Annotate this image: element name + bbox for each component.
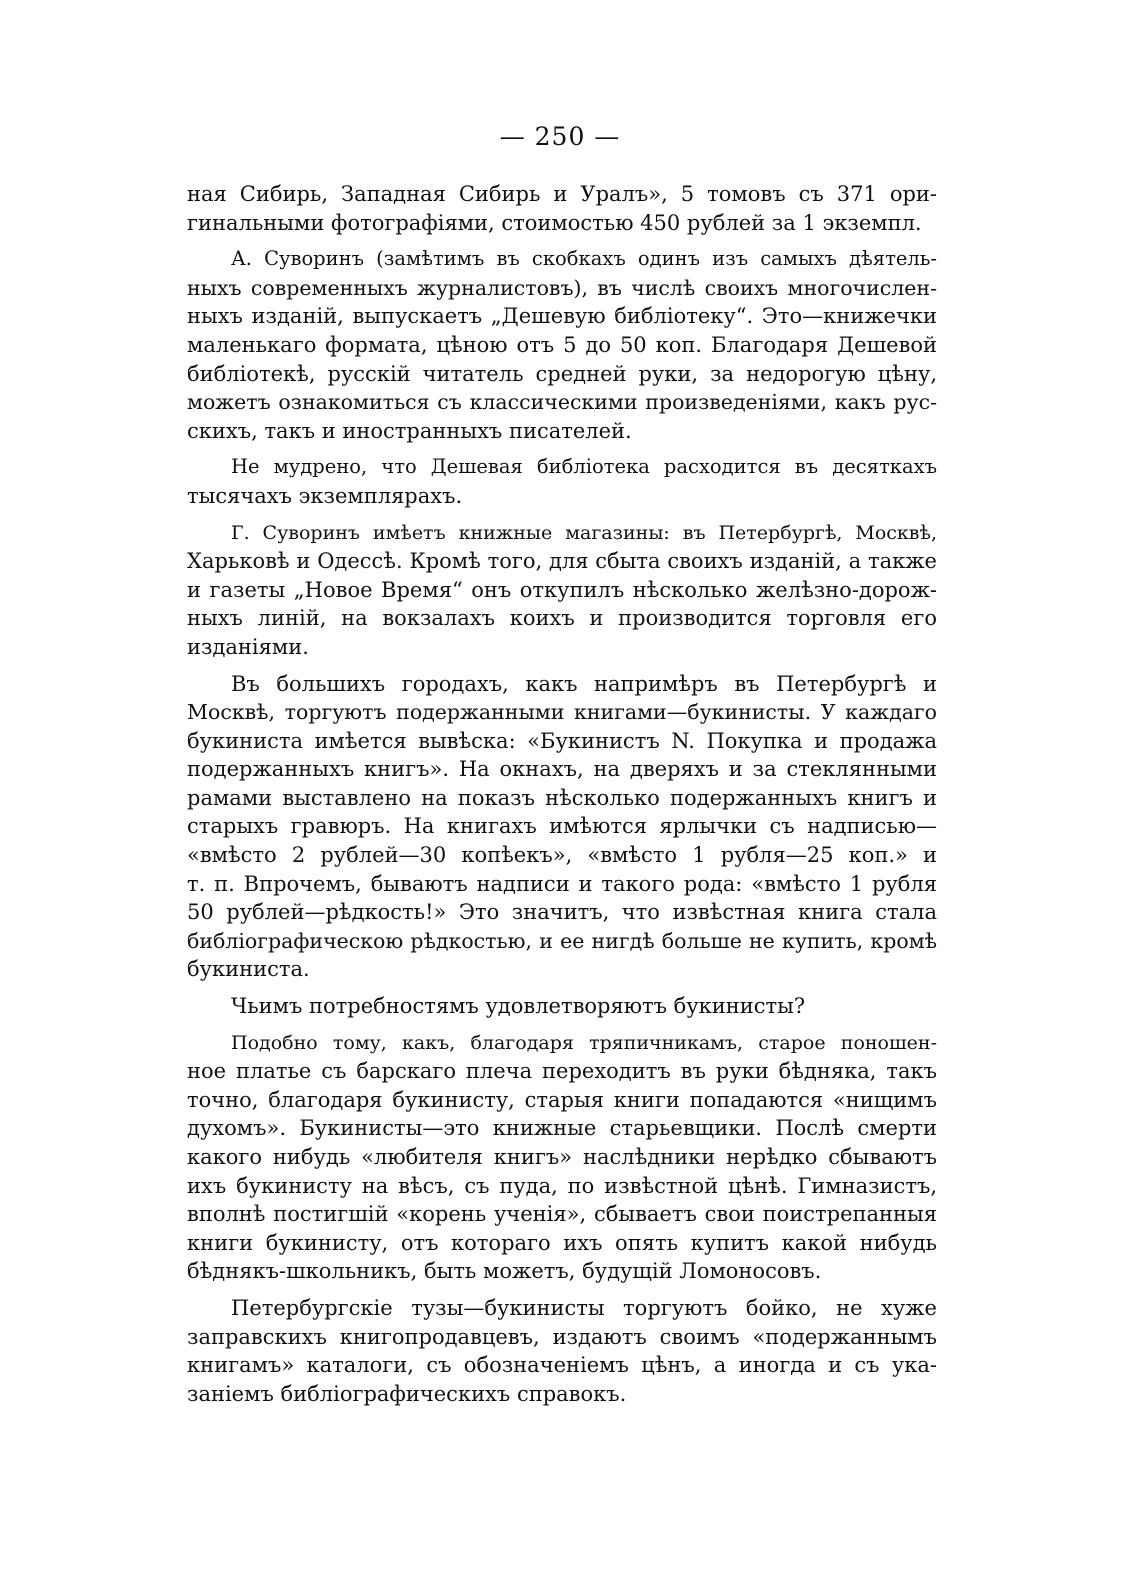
text-line: точно, благодаря букинисту, старыя книги попадаются «нищимъ: [187, 1087, 937, 1112]
text-line: скихъ, такъ и иностранныхъ писателей.: [187, 418, 632, 443]
text-line: книгамъ» каталоги, съ обозначеніемъ цѣнъ, а иногда и съ ука-: [187, 1353, 937, 1378]
text-line: ная Сибирь, Западная Сибирь и Уралъ», 5 томовъ съ 371 ори-: [187, 182, 937, 206]
text-line: библіотекѣ, русскій читатель средней руки, за недорогую цѣну,: [187, 361, 937, 386]
paragraph: [187, 180, 937, 237]
text-line: А. Суворинъ (замѣтимъ въ скобкахъ одинъ изъ самыхъ дѣятель-: [231, 247, 937, 271]
text-line: заніемъ библіографическихъ справокъ.: [187, 1381, 627, 1406]
text-line: книги букинисту, отъ котораго ихъ опять купитъ какой нибудь: [187, 1230, 937, 1255]
paragraph: [187, 1029, 937, 1286]
text-line: вполнѣ постигшій «корень ученія», сбываетъ свои поистрепанныя: [187, 1202, 937, 1227]
text-line: ныхъ современныхъ журналистовъ), въ числѣ своихъ многочислен-: [187, 275, 937, 300]
text-line: ихъ букинисту на вѣсъ, съ пуда, по извѣстной цѣнѣ. Гимназистъ,: [187, 1173, 937, 1198]
text-line: маленькаго формата, цѣною отъ 5 до 50 коп. Благодаря Дешевой: [187, 332, 937, 357]
text-line: изданіями.: [187, 634, 309, 659]
page-number: — 250 —: [499, 122, 621, 151]
text-line: старыхъ гравюръ. На книгахъ имѣются ярлычки съ надписью—: [187, 814, 937, 839]
paragraph: [187, 453, 937, 510]
text-line: духомъ». Букинисты—это книжные старьевщики. Послѣ смерти: [187, 1116, 937, 1141]
text-line: ныхъ линій, на вокзалахъ коихъ и производится торговля его: [187, 606, 937, 631]
text-line: Чьимъ потребностямъ удовлетворяютъ букинисты?: [231, 994, 806, 1019]
text-line: гинальными фотографіями, стоимостью 450 рублей за 1 экземпл.: [187, 210, 922, 235]
text-line: Петербургскіе тузы—букинисты торгуютъ бойко, не хуже: [231, 1295, 937, 1320]
text-line: какого нибудь «любителя книгъ» наслѣдники нерѣдко сбываютъ: [187, 1145, 937, 1169]
text-line: заправскихъ книгопродавцевъ, издаютъ своимъ «подержаннымъ: [187, 1324, 937, 1349]
text-line: Не мудрено, что Дешевая библіотека расходится въ десяткахъ: [231, 455, 937, 479]
text-line: 50 рублей—рѣдкость!» Это значитъ, что извѣстная книга стала: [187, 900, 937, 925]
paragraph: [187, 245, 937, 445]
page-body-text: [187, 180, 937, 1416]
paragraph: [187, 670, 937, 985]
text-line: рамами выставлено на показъ нѣсколько подержанныхъ книгъ и: [187, 785, 937, 810]
text-line: библіографическою рѣдкостью, и ее нигдѣ больше не купить, кромѣ: [187, 928, 937, 953]
text-line: и газеты „Новое Время“ онъ откупилъ нѣсколько желѣзно-дорож-: [187, 577, 937, 602]
text-line: тысячахъ экземплярахъ.: [187, 483, 463, 508]
text-line: Харьковѣ и Одессѣ. Кромѣ того, для сбыта своихъ изданій, а также: [187, 549, 937, 574]
text-line: «вмѣсто 2 рублей—30 копѣекъ», «вмѣсто 1 рубля—25 коп.» и: [187, 843, 937, 868]
text-line: Въ большихъ городахъ, какъ напримѣръ въ Петербургѣ и: [231, 671, 937, 696]
text-line: бѣднякъ-школьникъ, быть можетъ, будущій Ломоносовъ.: [187, 1259, 822, 1284]
text-line: ныхъ изданій, выпускаетъ „Дешевую библіотеку“. Это—книжечки: [187, 304, 937, 329]
text-line: ное платье съ барскаго плеча переходитъ въ руки бѣдняка, такъ: [187, 1059, 937, 1084]
text-line: т. п. Впрочемъ, бываютъ надписи и такого рода: «вмѣсто 1 рубля: [187, 871, 937, 896]
text-line: букиниста.: [187, 957, 310, 982]
text-line: Москвѣ, торгуютъ подержанными книгами—букинисты. У каждаго: [187, 700, 937, 725]
text-line: букиниста имѣется вывѣска: «Букинистъ N. Покупка и продажа: [187, 728, 937, 753]
text-line: Г. Суворинъ имѣетъ книжные магазины: въ Петербургѣ, Москвѣ,: [231, 521, 937, 544]
text-line: можетъ ознакомиться съ классическими произведеніями, какъ рус-: [187, 390, 937, 415]
paragraph: [187, 1294, 937, 1408]
text-line: подержанныхъ книгъ». На окнахъ, на дверяхъ и за стеклянными: [187, 757, 937, 782]
text-line: Подобно тому, какъ, благодаря тряпичникамъ, старое поношен-: [231, 1031, 937, 1054]
paragraph: [187, 519, 937, 662]
paragraph: [187, 992, 937, 1021]
